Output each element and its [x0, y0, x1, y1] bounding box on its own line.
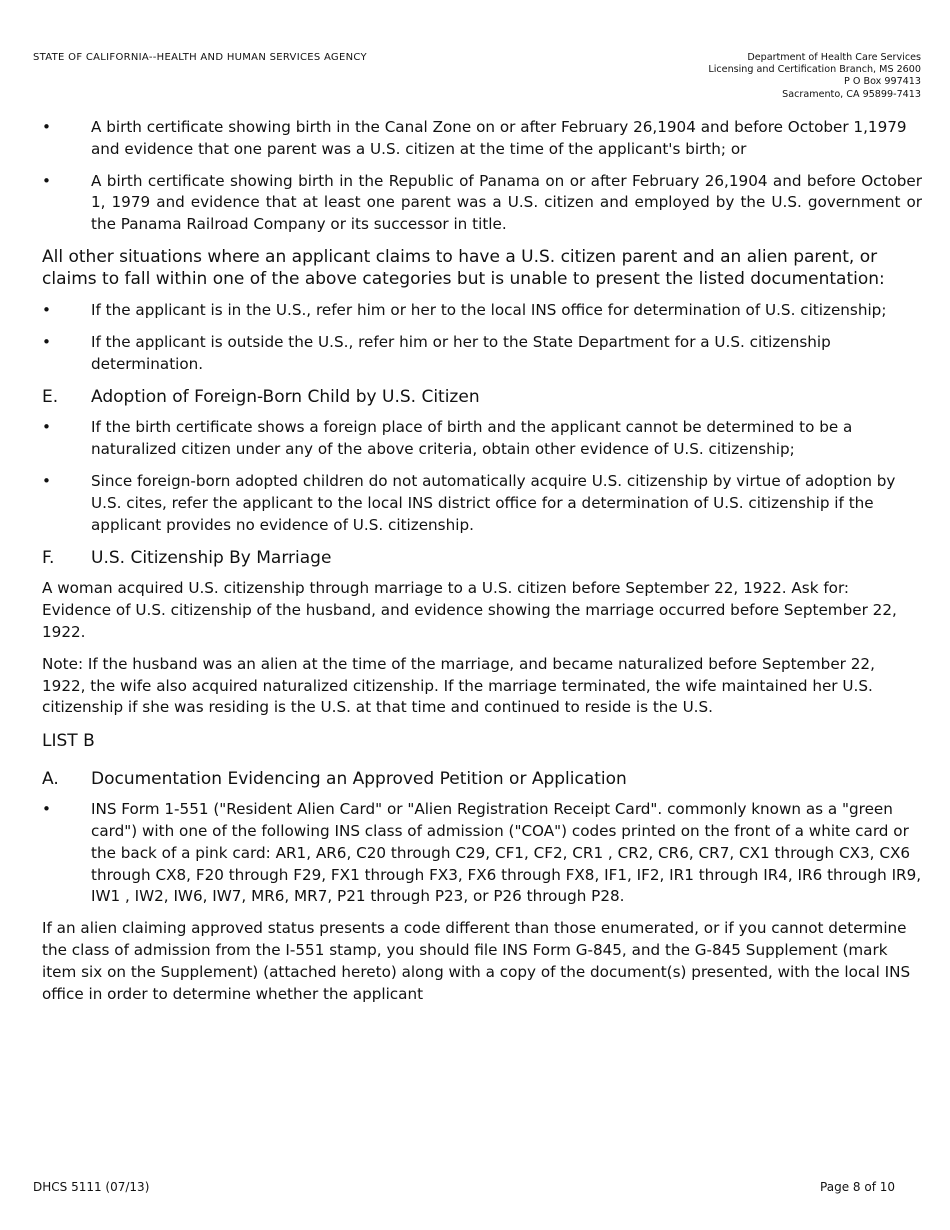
- bullet-text: If the applicant is outside the U.S., refer him or her to the State Department for a U.S. citizenship determination.: [91, 332, 831, 373]
- bullet-marker: •: [42, 171, 51, 190]
- page-number: Page 8 of 10: [820, 1180, 895, 1194]
- section-letter: E.: [42, 387, 59, 408]
- bullet-text: A birth certificate showing birth in the Republic of Panama on or after February 26,1904 and before October 1, 1979 and evidence that at least one parent was a U.S. citizen and employed by the U.S. government or the Panama Railroad Company or its successor in title.: [91, 171, 922, 234]
- bullet-marker: •: [42, 800, 51, 819]
- bullet-marker: •: [42, 118, 51, 136]
- address-line: Licensing and Certification Branch, MS 2600: [708, 64, 921, 76]
- bullet-marker: •: [42, 471, 51, 490]
- section-letter: F.: [42, 548, 55, 569]
- list-b-section-a-heading: [42, 767, 922, 791]
- bullet-marker: •: [42, 300, 51, 319]
- foreign-birth-bullet: [42, 417, 922, 461]
- address-line: P O Box 997413: [844, 76, 921, 88]
- note-paragraph: Note: If the husband was an alien at the time of the marriage, and became naturalized before September 22, 1922, the wife also acquired naturalized citizenship. If the marriage terminated, the wife maintained her U.S. citizenship if she was residing is the U.S. at that time and continued to reside is the U.S.: [42, 654, 875, 717]
- section-e-heading: [42, 385, 922, 409]
- section-title: U.S. Citizenship By Marriage: [91, 548, 332, 569]
- green-card-bullet: [42, 799, 922, 908]
- other-situations-paragraph: All other situations where an applicant claims to have a U.S. citizen parent and an alien parent, or claims to fall within one of the above categories but is unable to present the listed documentation:: [42, 246, 885, 289]
- in-us-bullet: [42, 300, 922, 322]
- canal-zone-bullet: [42, 117, 922, 161]
- bullet-text: If the birth certificate shows a foreign place of birth and the applicant cannot be determined to be a naturalized citizen under any of the above criteria, obtain other evidence of U.S. citizenship;: [91, 418, 853, 459]
- bullet-marker: •: [42, 332, 51, 351]
- adopted-children-bullet: [42, 471, 922, 536]
- bullet-marker: •: [42, 418, 51, 437]
- outside-us-bullet: [42, 332, 922, 376]
- panama-bullet: [42, 171, 922, 236]
- section-letter: A.: [42, 769, 59, 790]
- bullet-text: If the applicant is in the U.S., refer him or her to the local INS office for determination of U.S. citizenship;: [91, 300, 887, 319]
- section-title: Documentation Evidencing an Approved Petition or Application: [91, 769, 627, 790]
- form-id: DHCS 5111 (07/13): [33, 1180, 150, 1194]
- agency-header: STATE OF CALIFORNIA--HEALTH AND HUMAN SERVICES AGENCY: [33, 52, 367, 63]
- closing-paragraph: If an alien claiming approved status presents a code different than those enumerated, or if you cannot determine the class of admission from the I-551 stamp, you should file INS Form G-845, and the G-845 Supplement (mark item six on the Supplement) (attached hereto) along with a copy of the document(s) presented, with the local INS office in order to determine whether the applicant: [42, 919, 911, 1003]
- bullet-text: INS Form 1-551 ("Resident Alien Card" or "Alien Registration Receipt Card". commonly known as a "green card") with one of the following INS class of admission ("COA") codes printed on the front of a white card or the back of a pink card: AR1, AR6, C20 through C29, CF1, CF2, CR1 , CR2, CR6, CR7, CX1 through CX3, CX6 through CX8, F20 through F29, FX1 through FX3, FX6 through FX8, IF1, IF2, IR1 through IR4, IR6 through IR9, IW1 , IW2, IW6, IW7, MR6, MR7, P21 through P23, or P26 through P28.: [91, 800, 922, 906]
- section-title: Adoption of Foreign-Born Child by U.S. Citizen: [91, 387, 480, 408]
- address-line: Department of Health Care Services: [747, 52, 921, 63]
- document-body: [42, 117, 922, 1015]
- marriage-paragraph: A woman acquired U.S. citizenship through marriage to a U.S. citizen before September 22, 1922. Ask for: Evidence of U.S. citizenship of the husband, and evidence showing the marriage occurred before September 22, 1922.: [42, 579, 897, 641]
- list-b-title: LIST B: [42, 731, 95, 752]
- bullet-text: A birth certificate showing birth in the Canal Zone on or after February 26,1904 and before October 1,1979 and evidence that one parent was a U.S. citizen at the time of the applicant's birth; or: [91, 118, 907, 158]
- department-address: [708, 52, 921, 101]
- address-line: Sacramento, CA 95899-7413: [782, 88, 921, 100]
- section-f-heading: [42, 546, 922, 570]
- bullet-text: Since foreign-born adopted children do not automatically acquire U.S. citizenship by virtue of adoption by U.S. cites, refer the applicant to the local INS district office for a determination of U.S. citizenship if the applicant provides no evidence of U.S. citizenship.: [91, 471, 896, 534]
